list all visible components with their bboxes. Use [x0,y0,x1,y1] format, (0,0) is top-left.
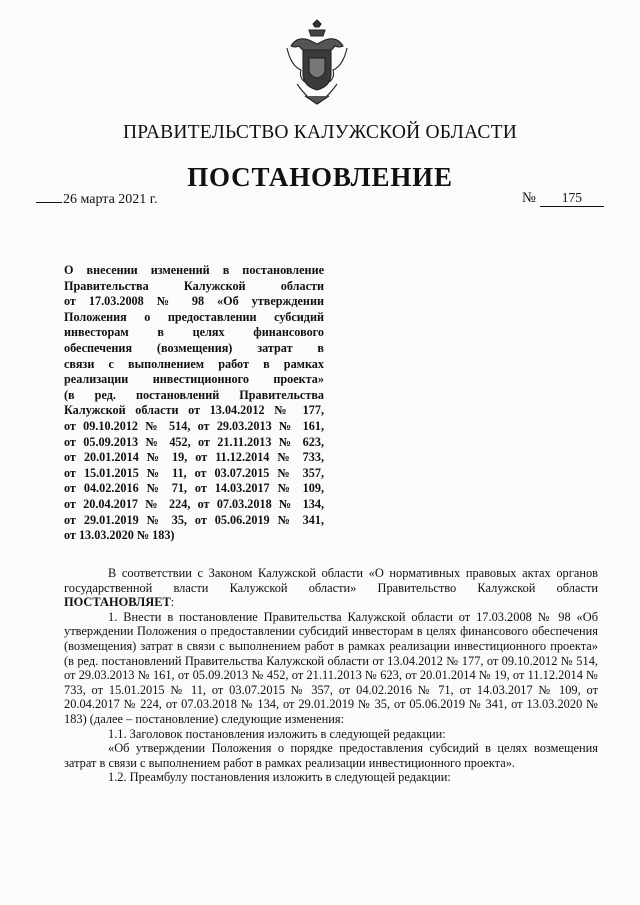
date-value: 26 марта 2021 г. [63,192,158,207]
item-1-paragraph: 1. Внести в постановление Правительства Калужской области от 17.03.2008 № 98 «Об утверждении Положения о предоставлении субсидий инвесторам в целях финансового обеспечения (возмещения) затрат в связи с выполнением работ в рамках реализации инвестиционного проекта» (в ред. постановлений Правительства Калужской области от 13.04.2012 № 177, от 09.10.2012 № 514, от 29.03.2013 № 161, от 05.09.2013 № 452, от 21.11.2013 № 623, от 20.01.2014 № 19, от 11.12.2014 № 733, от 15.01.2015 № 11, от 03.07.2015 № 357, от 04.02.2016 № 71, от 14.03.2017 № 109, от 20.04.2017 № 224, от 07.03.2018 № 134, от 29.01.2019 № 35, от 05.06.2019 № 341, от 13.03.2020 № 183) (далее – постановление) следующие изменения: [64,609,598,726]
subject-line: обеспечения (возмещения) затрат в [64,340,324,355]
decree-number [522,190,604,207]
date-underline [36,202,62,203]
government-title: ПРАВИТЕЛЬСТВО КАЛУЖСКОЙ ОБЛАСТИ [123,122,517,143]
subject-line: от 05.09.2013 № 452, от 21.11.2013 № 623, [64,434,324,449]
preamble-paragraph [64,566,598,610]
decides-keyword: ПОСТАНОВЛЯЕТ [64,595,171,610]
subject-line: от 20.04.2017 № 224, от 07.03.2018 № 134, [64,496,324,511]
subject-line: от 20.01.2014 № 19, от 11.12.2014 № 733, [64,450,324,465]
decides-colon: : [170,595,175,610]
decree-subject [64,263,324,544]
subject-line: Калужской области от 13.04.2012 № 177, [64,403,324,418]
number-label: № [522,190,536,206]
document-type-title: ПОСТАНОВЛЕНИЕ [187,162,453,192]
number-value: 175 [540,190,604,207]
subject-line: инвесторам в целях финансового [64,325,324,340]
decree-body [64,566,598,785]
subject-line: от 15.01.2015 № 11, от 03.07.2015 № 357, [64,465,324,480]
decree-date [36,192,157,208]
subject-line: от 04.02.2016 № 71, от 14.03.2017 № 109, [64,481,324,496]
subject-line: Правительства Калужской области [64,278,324,293]
preamble-text: В соответствии с Законом Калужской области «О нормативных правовых актах органов государственной власти Калужской области» Правительство Калужской области [64,566,598,595]
subject-line: от 09.10.2012 № 514, от 29.03.2013 № 161, [64,418,324,433]
subject-line: связи с выполнением работ в рамках [64,356,324,371]
subject-line: от 17.03.2008 № 98 «Об утверждении [64,294,324,309]
subject-line: О внесении изменений в постановление [64,263,324,277]
coat-of-arms-emblem-icon [283,18,351,110]
subject-line: от 29.01.2019 № 35, от 05.06.2019 № 341, [64,512,324,527]
item-1-1-quote: «Об утверждении Положения о порядке предоставления субсидий в целях возмещения затрат в связи с выполнением работ в рамках реализации инвестиционного проекта». [64,741,598,770]
subject-line: (в ред. постановлений Правительства [64,387,324,402]
item-1-1-paragraph: 1.1. Заголовок постановления изложить в следующей редакции: [108,726,446,741]
item-1-2-paragraph: 1.2. Преамбулу постановления изложить в следующей редакции: [108,770,451,785]
subject-line: от 13.03.2020 № 183) [64,528,175,543]
subject-line: реализации инвестиционного проекта» [64,372,324,387]
subject-line: Положения о предоставлении субсидий [64,309,324,324]
